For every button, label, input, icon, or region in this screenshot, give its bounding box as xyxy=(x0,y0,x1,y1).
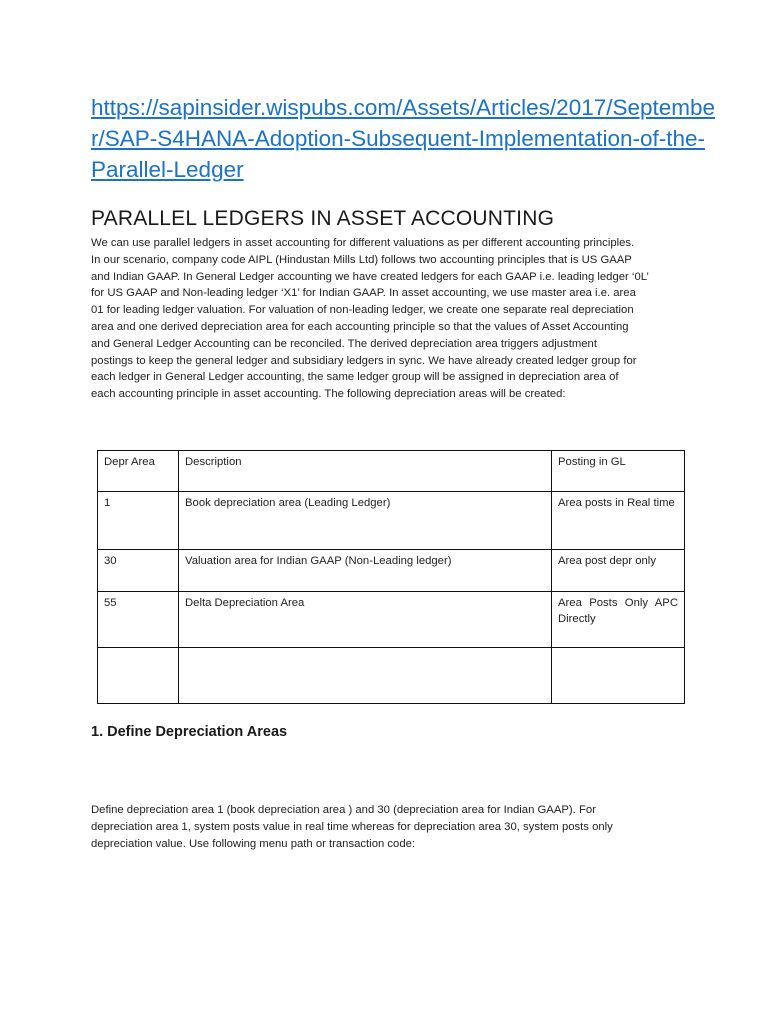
table-header-cell: Depr Area xyxy=(98,451,179,492)
table-header-cell: Posting in GL xyxy=(552,451,685,492)
table-header-cell: Description xyxy=(179,451,552,492)
paragraph-line: In our scenario, company code AIPL (Hindustan Mills Ltd) follows two accounting principles that is US GAAP xyxy=(91,253,632,266)
paragraph-line: for US GAAP and Non-leading ledger ‘X1’ for Indian GAAP. In asset accounting, we use master area i.e. area xyxy=(91,287,636,300)
paragraph-line: area and one derived depreciation area for each accounting principle so that the values of Asset Accounting xyxy=(91,320,629,333)
article-link-line[interactable]: r/SAP-S4HANA-Adoption-Subsequent-Implementation-of-the- xyxy=(91,126,706,151)
depreciation-areas-table xyxy=(97,450,685,704)
table-cell: 30 xyxy=(98,550,179,592)
paragraph-line: each accounting principle in asset accounting. The following depreciation areas will be created: xyxy=(91,388,566,401)
paragraph-line: each ledger in General Ledger accounting, the same ledger group will be assigned in depreciation area of xyxy=(91,371,619,384)
table-row xyxy=(98,592,685,648)
table-cell: Area Posts Only APC Directly xyxy=(552,592,685,648)
table-header-row xyxy=(98,451,685,492)
table-cell xyxy=(179,648,552,704)
table-cell xyxy=(98,648,179,704)
article-link-line[interactable]: Parallel-Ledger xyxy=(91,157,244,182)
table-cell xyxy=(552,648,685,704)
paragraph-line: 01 for leading ledger valuation. For valuation of non-leading ledger, we create one separate real depreciation xyxy=(91,304,634,317)
paragraph-line: postings to keep the general ledger and subsidiary ledgers in sync. We have already created ledger group for xyxy=(91,354,637,367)
intro-paragraph xyxy=(91,235,691,403)
paragraph-line: and Indian GAAP. In General Ledger accounting we have created ledgers for each GAAP i.e. leading ledger ‘0L’ xyxy=(91,270,649,283)
table-cell: Area posts in Real time xyxy=(552,492,685,550)
table-row xyxy=(98,492,685,550)
table-cell: Area post depr only xyxy=(552,550,685,592)
paragraph-line: We can use parallel ledgers in asset accounting for different valuations as per different accounting principles. xyxy=(91,237,635,249)
table-cell: 1 xyxy=(98,492,179,550)
table-cell: Valuation area for Indian GAAP (Non-Leading ledger) xyxy=(179,550,552,592)
table-cell: 55 xyxy=(98,592,179,648)
subheading: 1. Define Depreciation Areas xyxy=(91,724,288,740)
body-paragraph xyxy=(91,802,691,853)
table-row xyxy=(98,550,685,592)
section-heading: PARALLEL LEDGERS IN ASSET ACCOUNTING xyxy=(91,207,555,230)
paragraph-line: depreciation value. Use following menu path or transaction code: xyxy=(91,838,416,850)
paragraph-line: depreciation area 1, system posts value in real time whereas for depreciation area 30, system posts only xyxy=(91,821,613,833)
article-link[interactable] xyxy=(91,92,716,185)
article-link-line[interactable]: https://sapinsider.wispubs.com/Assets/Articles/2017/Septembe xyxy=(91,95,716,120)
paragraph-line: Define depreciation area 1 (book depreciation area ) and 30 (depreciation area for Indian GAAP). For xyxy=(91,804,596,816)
table-row xyxy=(98,648,685,704)
paragraph-line: and General Ledger Accounting can be reconciled. The derived depreciation area triggers adjustment xyxy=(91,337,597,350)
table-cell: Book depreciation area (Leading Ledger) xyxy=(179,492,552,550)
table-cell: Delta Depreciation Area xyxy=(179,592,552,648)
